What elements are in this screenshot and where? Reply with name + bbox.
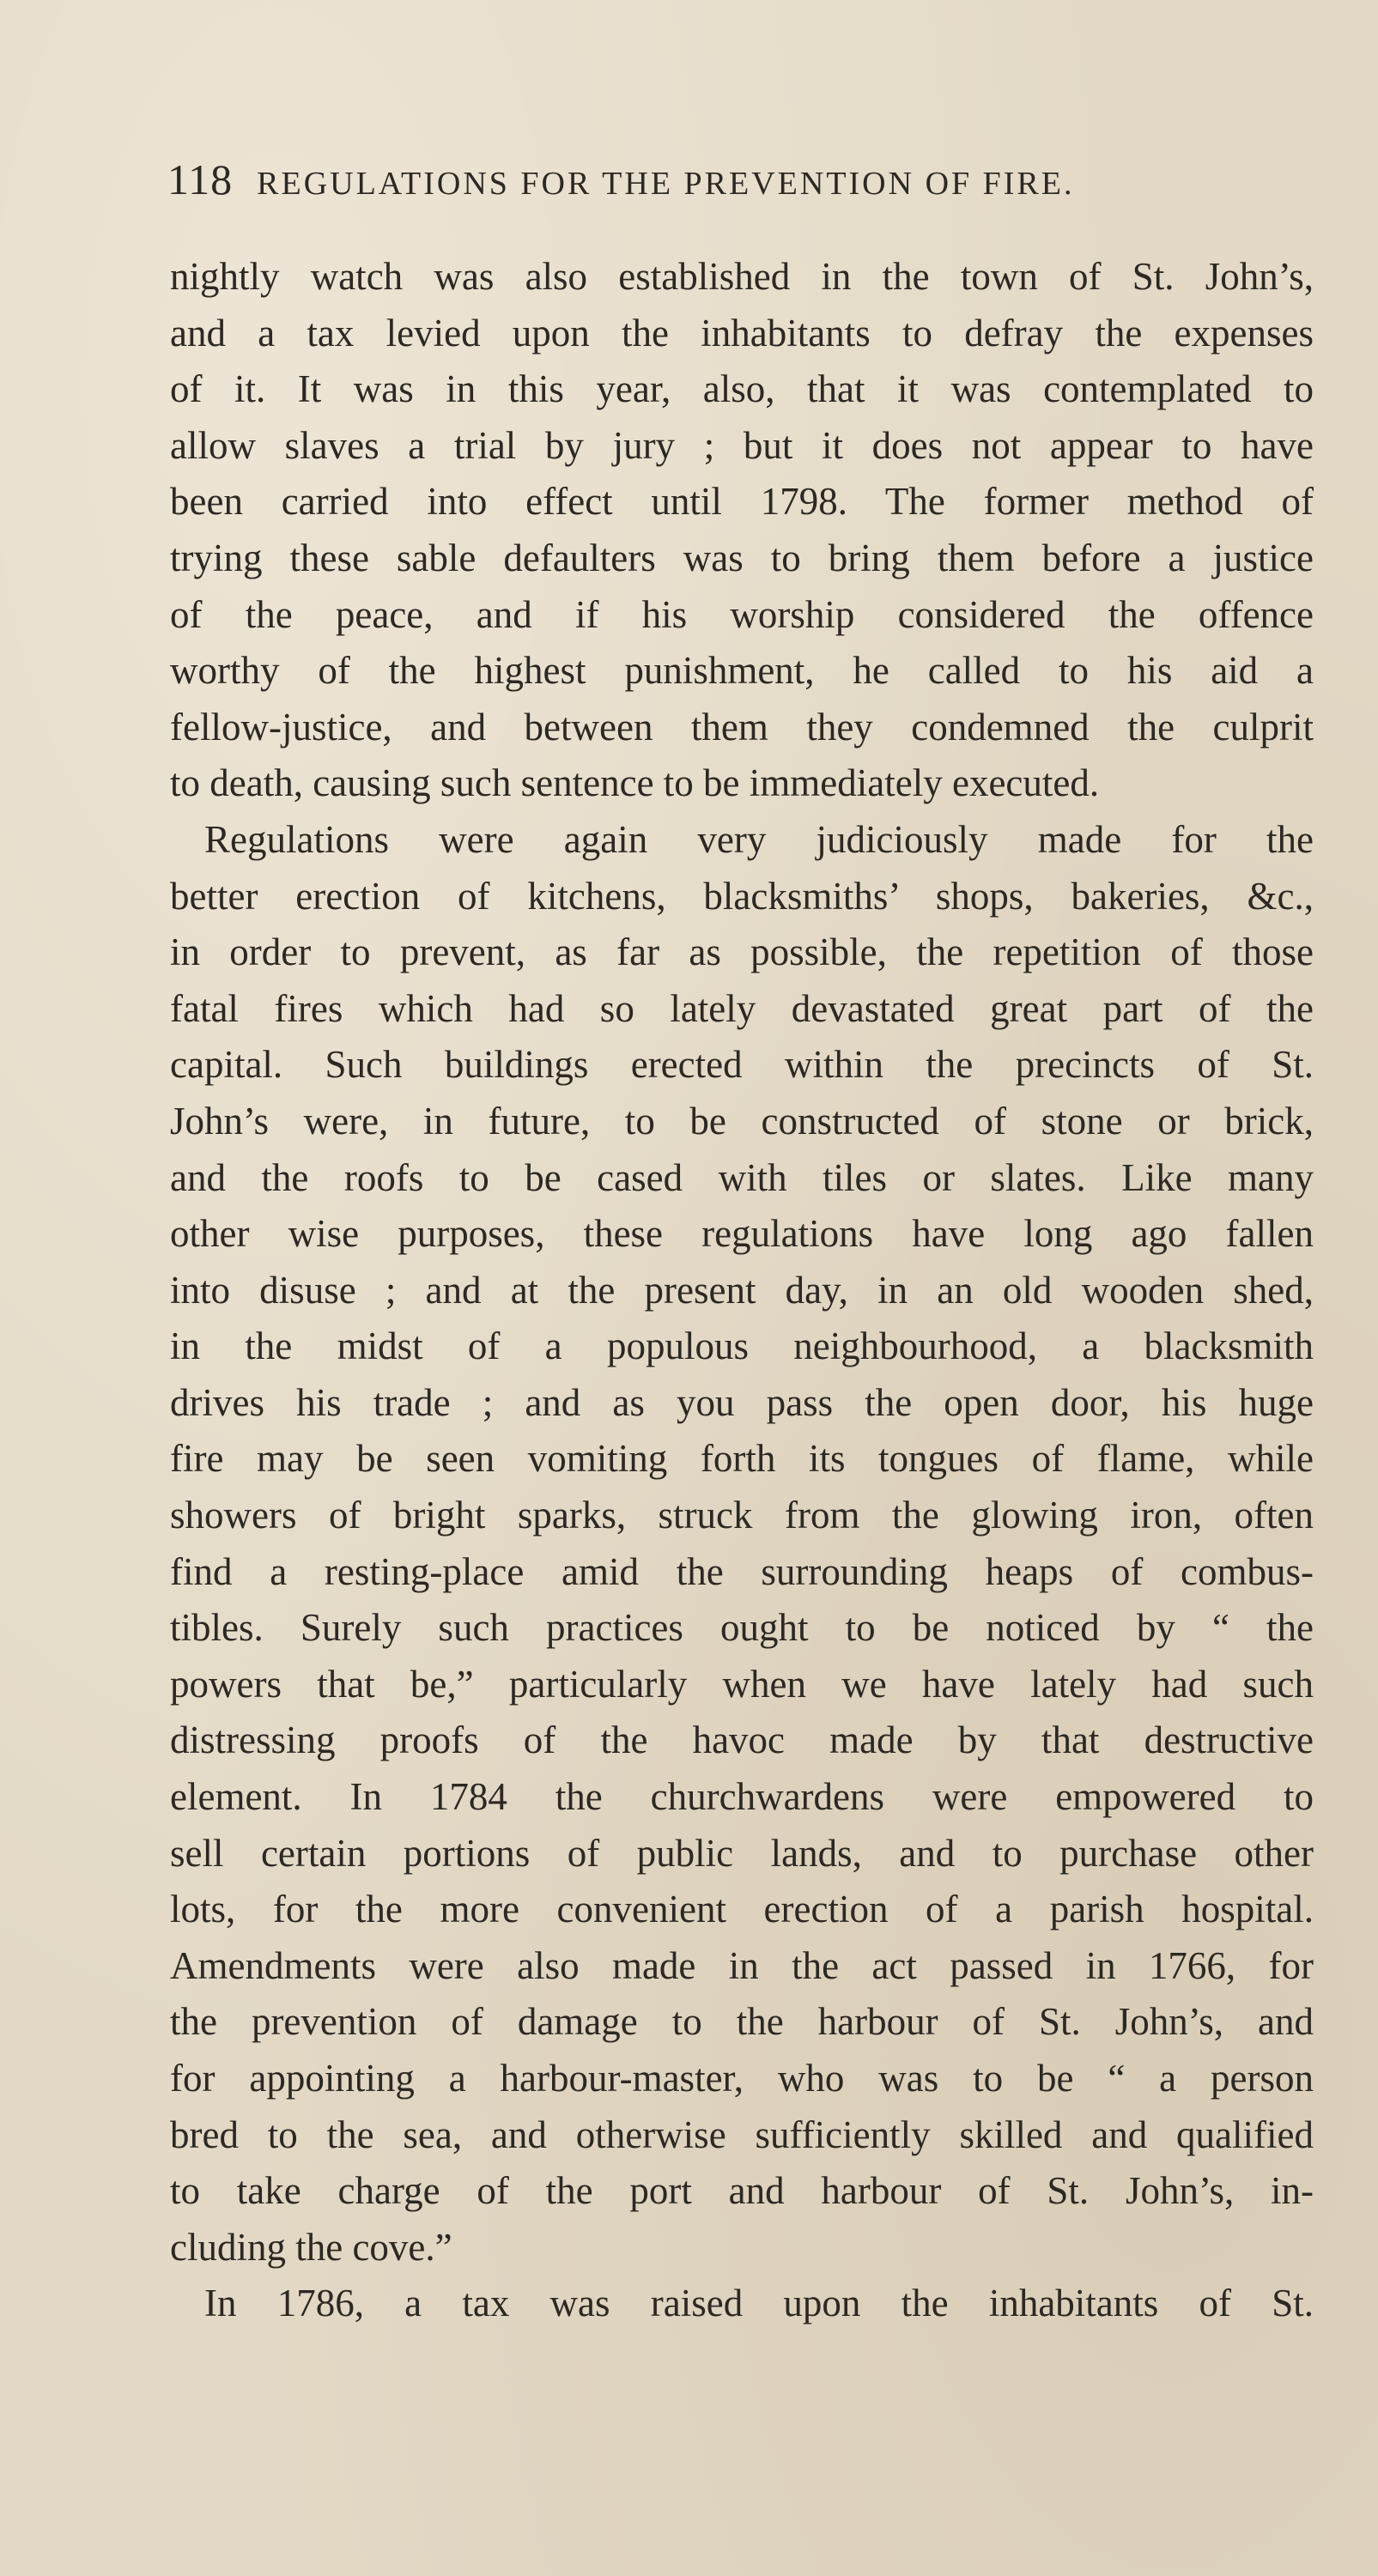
text-line: sell certain portions of public lands, and to purchase other [170,1831,1314,1875]
text-line: powers that be,” particularly when we have lately had such [170,1662,1314,1706]
text-line: distressing proofs of the havoc made by that destructive [170,1718,1314,1762]
paragraph-start-line: In 1786, a tax was raised upon the inhabitants of St. [204,2282,1314,2325]
text-line: drives his trade ; and as you pass the open door, his huge [170,1380,1314,1424]
text-line: into disuse ; and at the present day, in an old wooden shed, [170,1268,1314,1312]
text-line: fire may be seen vomiting forth its tongues of flame, while [170,1437,1314,1481]
text-line: capital. Such buildings erected within the precincts of St. [170,1043,1314,1087]
text-line: fatal fires which had so lately devastated great part of the [170,986,1314,1030]
text-line: fellow-justice, and between them they condemned the culprit [170,705,1314,749]
text-line: showers of bright sparks, struck from the glowing iron, often [170,1494,1314,1537]
page-header [167,155,1198,215]
text-line: bred to the sea, and otherwise sufficiently skilled and qualified [170,2112,1314,2156]
text-line: for appointing a harbour-master, who was to be “ a person [170,2057,1314,2100]
text-line: John’s were, in future, to be constructed of stone or brick, [170,1099,1314,1143]
running-head: REGULATIONS FOR THE PREVENTION OF FIRE. [257,166,1075,202]
paragraph-start-line: Regulations were again very judiciously made for the [204,817,1314,861]
text-line: of the peace, and if his worship considered the offence [170,592,1314,636]
text-line: better erection of kitchens, blacksmiths’ shops, bakeries, &c., [170,874,1314,918]
text-line: the prevention of damage to the harbour of St. John’s, and [170,2000,1314,2044]
page-number: 118 [167,155,234,203]
body-text [170,249,1314,2332]
text-line: in order to prevent, as far as possible, the repetition of those [170,930,1314,974]
text-line: find a resting-place amid the surrounding heaps of combus- [170,1549,1314,1593]
text-line: element. In 1784 the churchwardens were empowered to [170,1775,1314,1819]
text-line: trying these sable defaulters was to bring them before a justice [170,536,1314,579]
text-line: and the roofs to be cased with tiles or slates. Like many [170,1155,1314,1199]
text-line: allow slaves a trial by jury ; but it does not appear to have [170,423,1314,467]
text-line: lots, for the more convenient erection of a parish hospital. [170,1888,1314,1931]
text-line: tibles. Surely such practices ought to be noticed by “ the [170,1606,1314,1650]
text-line: other wise purposes, these regulations have long ago fallen [170,1212,1314,1256]
text-line: to take charge of the port and harbour of St. John’s, in- [170,2169,1314,2213]
text-line: worthy of the highest punishment, he called to his aid a [170,649,1314,693]
text-line: Amendments were also made in the act passed in 1766, for [170,1943,1314,1987]
text-line: been carried into effect until 1798. The former method of [170,480,1314,524]
text-line: to death, causing such sentence to be immediately executed. [170,761,1100,805]
text-line: of it. It was in this year, also, that it was contemplated to [170,367,1314,411]
text-line: cluding the cove.” [170,2225,452,2269]
text-line: in the midst of a populous neighbourhood, a blacksmith [170,1324,1314,1368]
text-line: nightly watch was also established in the town of St. John’s, [170,255,1314,298]
text-line: and a tax levied upon the inhabitants to defray the expenses [170,311,1314,355]
